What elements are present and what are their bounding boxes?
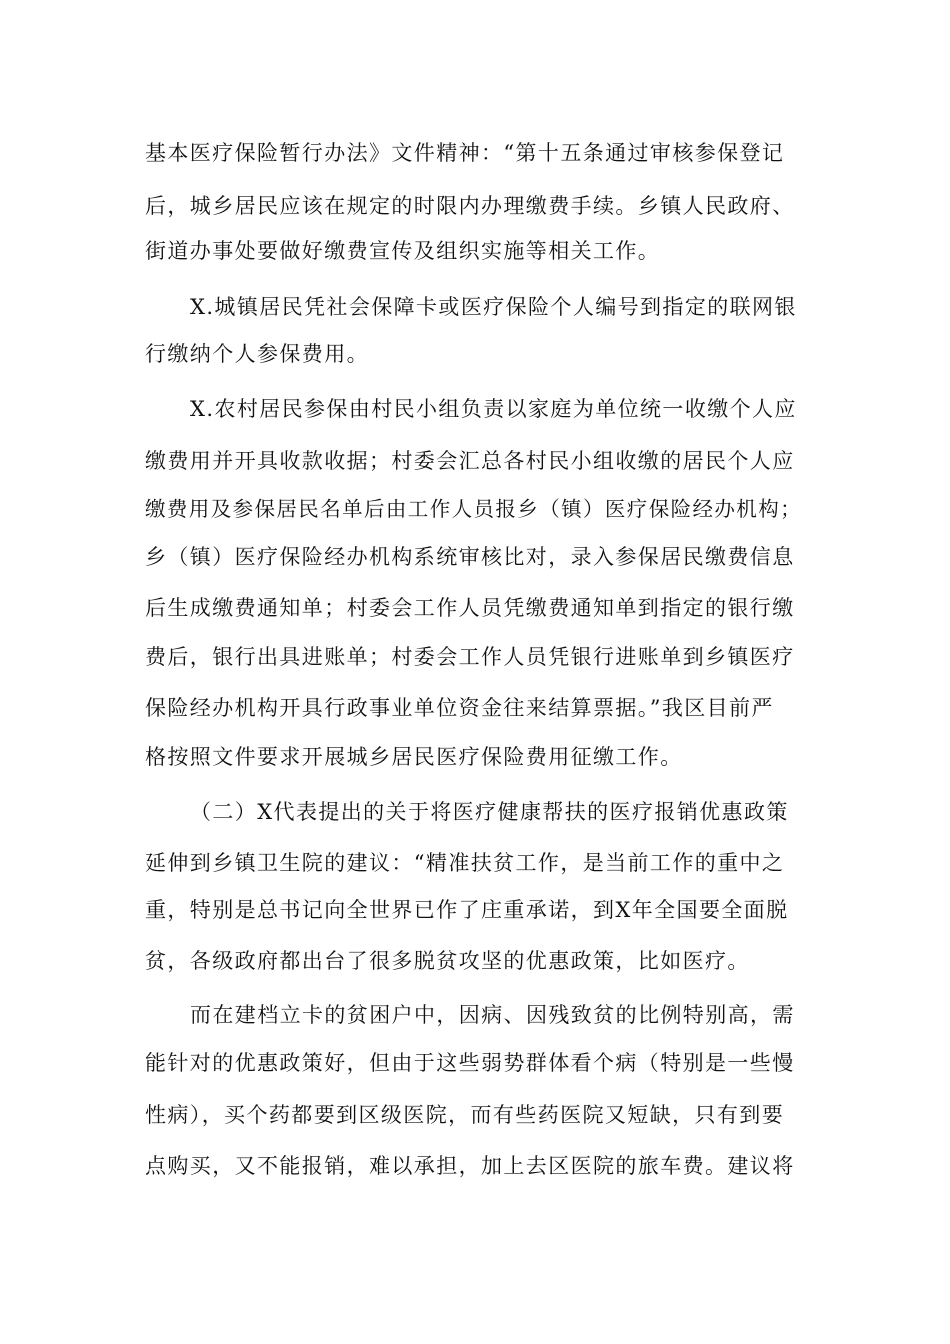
text-line: 贫，各级政府都出台了很多脱贫攻坚的优惠政策，比如医疗。 <box>145 949 750 973</box>
text-line: 性病），买个药都要到区级医院，而有些药医院又短缺，只有到要 <box>145 1103 785 1127</box>
text-line: 后，城乡居民应该在规定的时限内办理缴费手续。乡镇人民政府、 <box>145 194 795 218</box>
text-line: 延伸到乡镇卫生院的建议：“精准扶贫工作，是当前工作的重中之 <box>145 851 785 875</box>
text-line: 缴费用并开具收款收据；村委会汇总各村民小组收缴的居民个人应 <box>145 449 795 473</box>
text-line: 费后，银行出具进账单；村委会工作人员凭银行进账单到乡镇医疗 <box>145 645 795 669</box>
text-line: 格按照文件要求开展城乡居民医疗保险费用征缴工作。 <box>145 745 683 769</box>
text-line: 点购买，又不能报销，难以承担，加上去区医院的旅车费。建议将 <box>145 1154 795 1178</box>
text-line: 后生成缴费通知单；村委会工作人员凭缴费通知单到指定的银行缴 <box>145 596 795 620</box>
text-line: （二）X代表提出的关于将医疗健康帮扶的医疗报销优惠政策 <box>190 800 789 824</box>
text-line: 乡（镇）医疗保险经办机构系统审核比对，录入参保居民缴费信息 <box>145 545 795 569</box>
text-line: 保险经办机构开具行政事业单位资金往来结算票据。”我区目前严 <box>145 696 774 720</box>
text-line: 街道办事处要做好缴费宣传及组织实施等相关工作。 <box>145 239 661 263</box>
text-line: 基本医疗保险暂行办法》文件精神：“第十五条通过审核参保登记 <box>145 141 785 165</box>
text-line: 而在建档立卡的贫困户中，因病、因残致贫的比例特别高，需 <box>190 1003 795 1027</box>
text-line: X.农村居民参保由村民小组负责以家庭为单位统一收缴个人应 <box>190 397 797 421</box>
text-line: 能针对的优惠政策好，但由于这些弱势群体看个病（特别是一些慢 <box>145 1051 795 1075</box>
text-line: X.城镇居民凭社会保障卡或医疗保险个人编号到指定的联网银 <box>190 295 797 319</box>
text-line: 重，特别是总书记向全世界已作了庄重承诺，到X年全国要全面脱 <box>145 898 789 922</box>
text-line: 缴费用及参保居民名单后由工作人员报乡（镇）医疗保险经办机构； <box>145 497 802 521</box>
text-line: 行缴纳个人参保费用。 <box>145 342 369 366</box>
